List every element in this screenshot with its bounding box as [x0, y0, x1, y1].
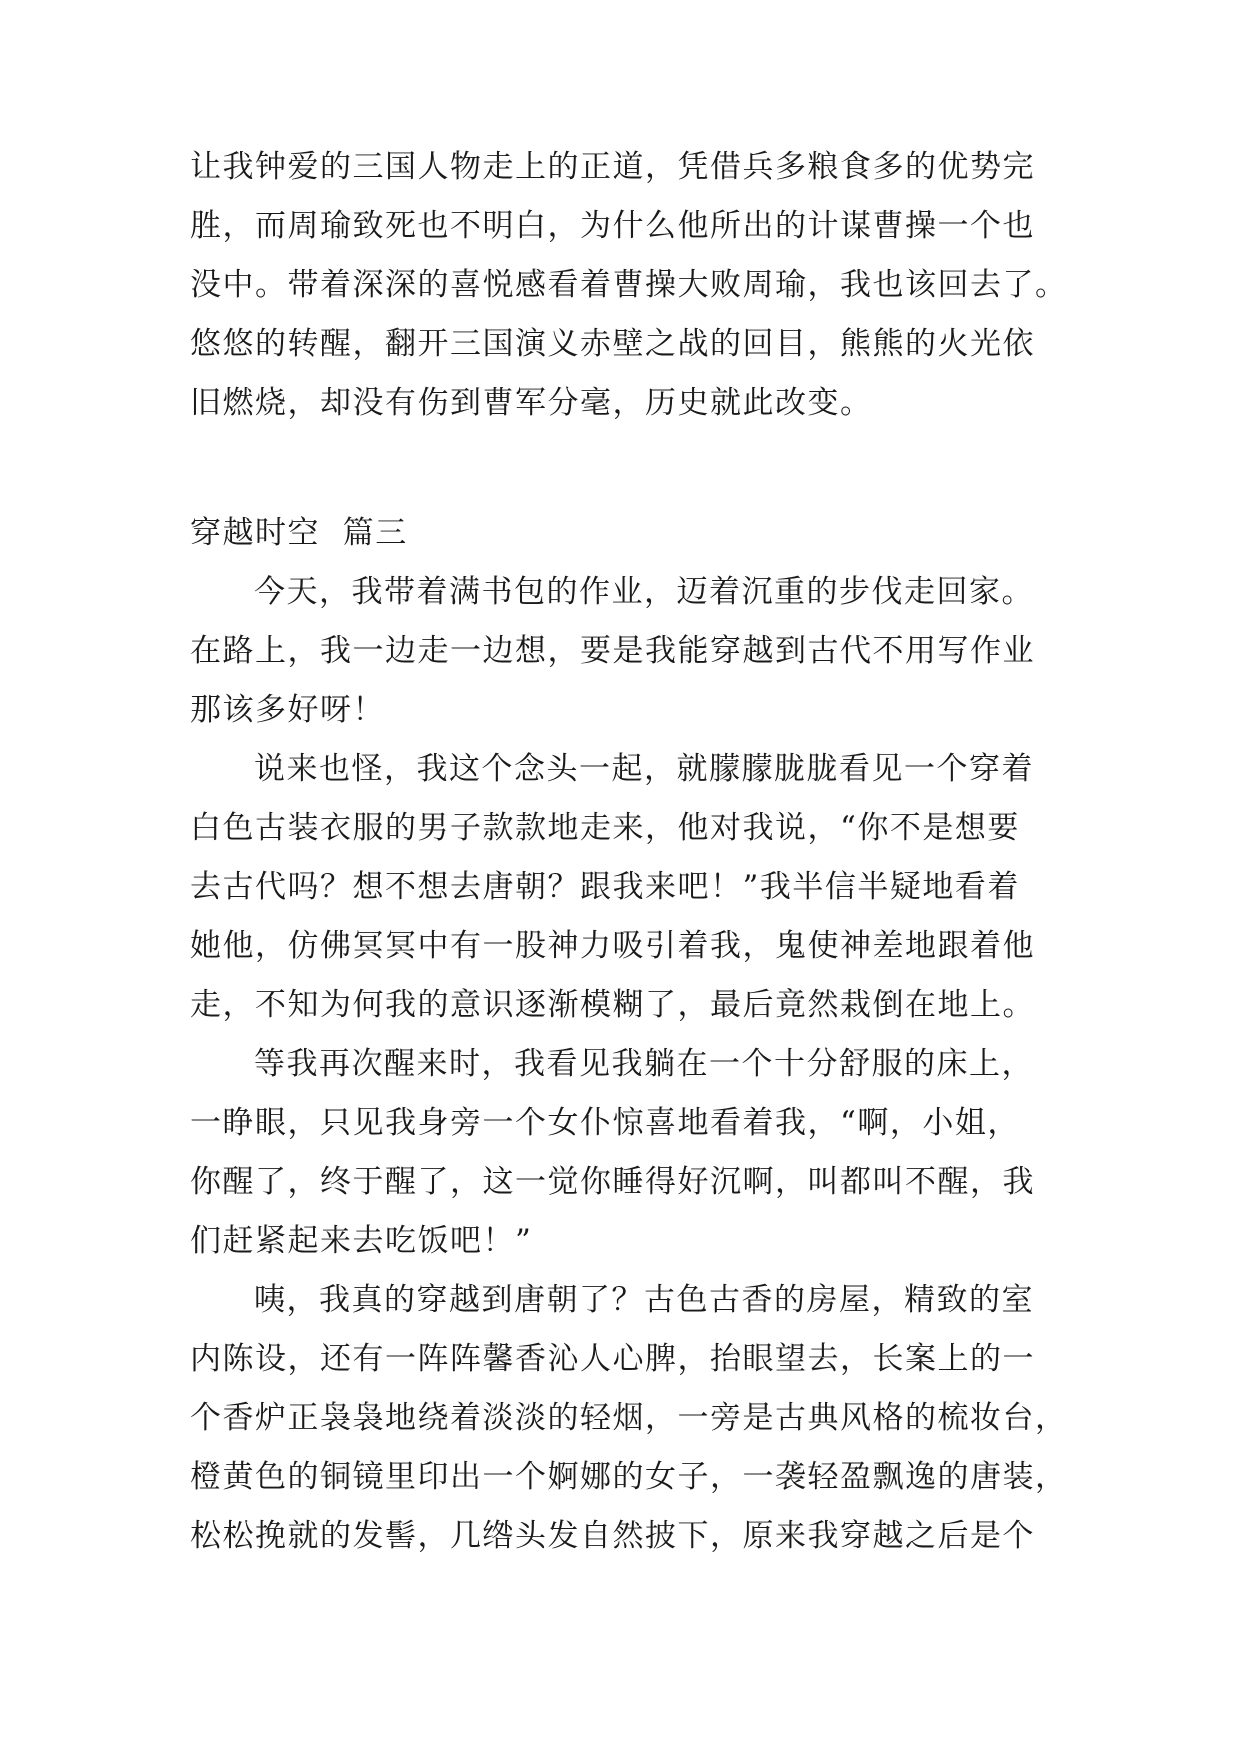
- paragraph-2-line: 走，不知为何我的意识逐渐模糊了，最后竟然栽倒在地上。: [190, 987, 1035, 1023]
- text-line: 胜，而周瑜致死也不明白，为什么他所出的计谋曹操一个也: [190, 208, 1035, 244]
- paragraph-4-line: 咦，我真的穿越到唐朝了？古色古香的房屋，精致的室: [254, 1282, 1034, 1318]
- paragraph-3-line: 等我再次醒来时，我看见我躺在一个十分舒服的床上，: [254, 1046, 1034, 1082]
- paragraph-4-line: 橙黄色的铜镜里印出一个婀娜的女子，一袭轻盈飘逸的唐装，: [190, 1459, 1068, 1495]
- text-line: 没中。带着深深的喜悦感看着曹操大败周瑜，我也该回去了。: [190, 267, 1068, 303]
- paragraph-2-line: 她他，仿佛冥冥中有一股神力吸引着我，鬼使神差地跟着他: [190, 928, 1035, 964]
- paragraph-3-line: 们赶紧起来去吃饭吧！”: [190, 1223, 533, 1259]
- text-line: 让我钟爱的三国人物走上的正道，凭借兵多粮食多的优势完: [190, 149, 1035, 185]
- paragraph-1-line: 那该多好呀！: [190, 692, 385, 728]
- paragraph-2-line: 说来也怪，我这个念头一起，就朦朦胧胧看见一个穿着: [254, 751, 1034, 787]
- paragraph-1-line: 今天，我带着满书包的作业，迈着沉重的步伐走回家。: [254, 574, 1034, 610]
- paragraph-4-line: 内陈设，还有一阵阵馨香沁人心脾，抬眼望去，长案上的一: [190, 1341, 1035, 1377]
- paragraph-4-line: 个香炉正袅袅地绕着淡淡的轻烟，一旁是古典风格的梳妆台，: [190, 1400, 1068, 1436]
- paragraph-2-line: 去古代吗？想不想去唐朝？跟我来吧！”我半信半疑地看着: [190, 869, 1020, 905]
- paragraph-1-line: 在路上，我一边走一边想，要是我能穿越到古代不用写作业: [190, 633, 1035, 669]
- paragraph-3-line: 你醒了，终于醒了，这一觉你睡得好沉啊，叫都叫不醒，我: [190, 1164, 1035, 1200]
- section-heading: 穿越时空 篇三: [190, 515, 408, 551]
- paragraph-2-line: 白色古装衣服的男子款款地走来，他对我说，“你不是想要: [190, 810, 1020, 846]
- paragraph-3-line: 一睁眼，只见我身旁一个女仆惊喜地看着我，“啊，小姐，: [190, 1105, 1020, 1141]
- text-line: 旧燃烧，却没有伤到曹军分毫，历史就此改变。: [190, 385, 873, 421]
- text-line: 悠悠的转醒，翻开三国演义赤壁之战的回目，熊熊的火光依: [190, 326, 1035, 362]
- paragraph-4-line: 松松挽就的发髻，几绺头发自然披下，原来我穿越之后是个: [190, 1518, 1035, 1554]
